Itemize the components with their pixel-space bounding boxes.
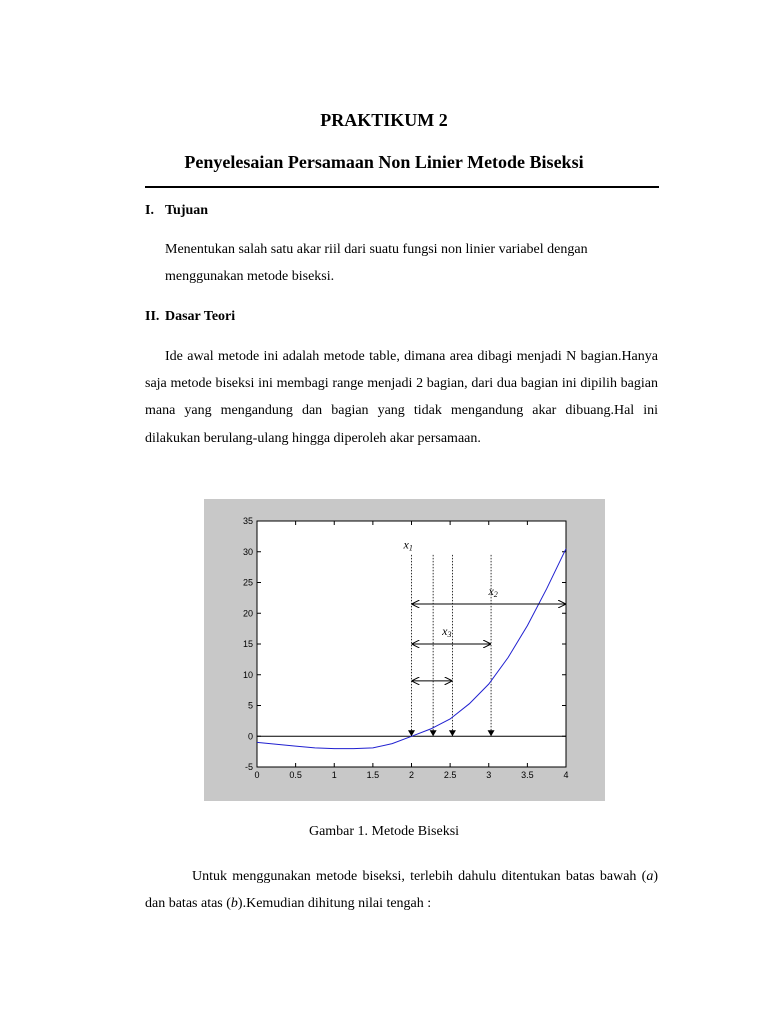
section-text-dasar-teori: Ide awal metode ini adalah metode table, dimana area dibagi menjadi N bagian.Hanya saja metode biseksi ini membagi range menjadi 2 bagian, dari dua bagian ini dipilih bagian mana yang mengandung dan bagian yang tidak mengandung akar dibuang.Hal ini dilakukan berulang-ulang hingga diperoleh akar persamaan.	[145, 349, 658, 446]
y-tick-label: 35	[242, 516, 253, 526]
y-tick-label: 30	[242, 546, 253, 557]
x-tick-label: 3.5	[521, 770, 534, 780]
closing-text-1: Untuk menggunakan metode biseksi, terlebih dahulu ditentukan batas bawah (	[192, 869, 647, 884]
section-title: Tujuan	[165, 203, 209, 218]
x-tick-label: 2.5	[443, 770, 457, 780]
x-tick-label: 4	[563, 770, 569, 780]
y-tick-label: 10	[242, 669, 253, 680]
document-subtitle: Penyelesaian Persamaan Non Linier Metode Biseksi	[184, 152, 584, 172]
x-tick-label: 0.5	[289, 770, 302, 780]
bisection-chart	[204, 499, 605, 801]
annotation-label: x2	[488, 583, 498, 599]
section-title: Dasar Teori	[165, 309, 236, 324]
annotation-label: x1	[403, 537, 413, 553]
closing-text-3: ).Kemudian dihitung nilai tengah :	[237, 896, 432, 912]
y-tick-label: 0	[247, 731, 253, 742]
bisection-figure	[204, 499, 605, 801]
y-tick-label: 5	[247, 700, 253, 711]
y-tick-label: 25	[242, 577, 253, 588]
section-heading-tujuan	[145, 203, 208, 219]
x-tick-label: 1	[331, 770, 337, 780]
y-tick-label: 20	[242, 608, 253, 619]
x-tick-label: 2	[408, 770, 415, 780]
variable-b: b	[230, 896, 238, 912]
x-tick-label: 1.5	[366, 770, 380, 780]
x-tick-label: 3	[486, 770, 492, 780]
figure-caption: Gambar 1. Metode Biseksi	[308, 824, 460, 839]
title-rule	[145, 186, 659, 188]
y-tick-label: -5	[244, 762, 253, 772]
x-tick-label: 0	[254, 770, 260, 780]
closing-text-2: ) dan batas atas (	[145, 869, 658, 912]
section-heading-dasar-teori	[145, 309, 235, 325]
closing-paragraph	[145, 863, 658, 917]
annotation-label: x3	[442, 623, 452, 639]
section-number: II.	[145, 309, 160, 324]
section-text-tujuan: Menentukan salah satu akar riil dari suatu fungsi non linier variabel dengan menggunakan metode biseksi.	[165, 242, 588, 285]
y-tick-label: 15	[242, 639, 253, 649]
variable-a: a	[646, 869, 654, 884]
document-title: PRAKTIKUM 2	[320, 110, 448, 130]
section-number: I.	[145, 203, 154, 218]
